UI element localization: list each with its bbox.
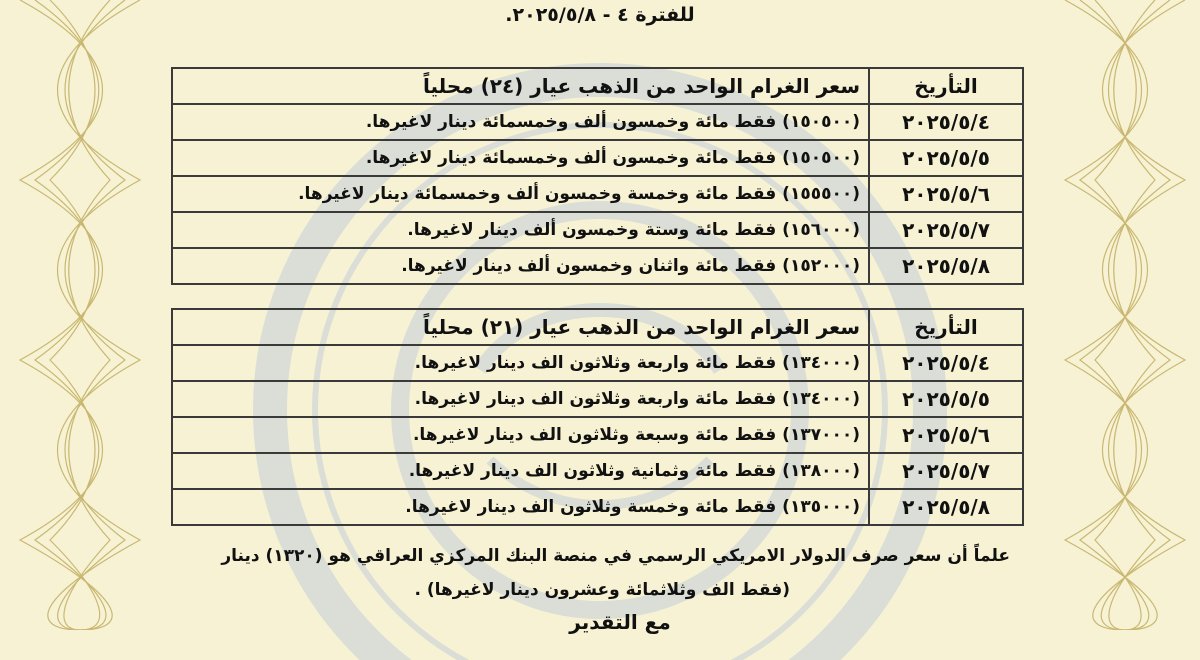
row-price: (١٣٥٠٠٠) فقط مائة وخمسة وثلاثون الف دينار لاغيرها. — [172, 489, 869, 525]
row-date: ٢٠٢٥/٥/٥ — [869, 381, 1023, 417]
price-column-header: سعر الغرام الواحد من الذهب عيار (٢١) محلياً — [172, 309, 869, 345]
guilloche-border-left — [0, 0, 165, 630]
row-date: ٢٠٢٥/٥/٧ — [869, 453, 1023, 489]
row-price: (١٥٠٥٠٠) فقط مائة وخمسون ألف وخمسمائة دينار لاغيرها. — [172, 140, 869, 176]
row-price: (١٥٥٥٠٠) فقط مائة وخمسة وخمسون ألف وخمسمائة دينار لاغيرها. — [172, 176, 869, 212]
row-date: ٢٠٢٥/٥/٥ — [869, 140, 1023, 176]
table-row — [172, 212, 1023, 248]
table-row — [172, 453, 1023, 489]
row-date: ٢٠٢٥/٥/٤ — [869, 345, 1023, 381]
row-price: (١٣٧٠٠٠) فقط مائة وسبعة وثلاثون الف دينار لاغيرها. — [172, 417, 869, 453]
row-price: (١٥٦٠٠٠) فقط مائة وستة وخمسون ألف دينار لاغيرها. — [172, 212, 869, 248]
table-row — [172, 345, 1023, 381]
table-row — [172, 489, 1023, 525]
table-row — [172, 104, 1023, 140]
table-header-row — [172, 309, 1023, 345]
period-line: للفترة ٤ - ٢٠٢٥/٥/٨. — [505, 4, 695, 26]
row-price: (١٣٨٠٠٠) فقط مائة وثمانية وثلاثون الف دينار لاغيرها. — [172, 453, 869, 489]
table-row — [172, 176, 1023, 212]
row-price: (١٥٢٠٠٠) فقط مائة واثنان وخمسون ألف دينار لاغيرها. — [172, 248, 869, 284]
exchange-rate-words-note: (فقط الف وثلاثمائة وعشرون دينار لاغيرها) . — [414, 580, 790, 600]
row-date: ٢٠٢٥/٥/٨ — [869, 248, 1023, 284]
date-column-header: التأريخ — [869, 309, 1023, 345]
price-column-header: سعر الغرام الواحد من الذهب عيار (٢٤) محلياً — [172, 68, 869, 104]
row-date: ٢٠٢٥/٥/٤ — [869, 104, 1023, 140]
row-date: ٢٠٢٥/٥/٦ — [869, 176, 1023, 212]
row-price: (١٣٤٠٠٠) فقط مائة واربعة وثلاثون الف دينار لاغيرها. — [172, 345, 869, 381]
exchange-rate-note: علماً أن سعر صرف الدولار الامريكي الرسمي في منصة البنك المركزي العراقي هو (١٣٢٠) دينار — [221, 546, 1010, 566]
row-date: ٢٠٢٥/٥/٦ — [869, 417, 1023, 453]
table-header-row — [172, 68, 1023, 104]
gold-24k-price-table — [171, 67, 1024, 285]
row-price: (١٥٠٥٠٠) فقط مائة وخمسون ألف وخمسمائة دينار لاغيرها. — [172, 104, 869, 140]
date-column-header: التأريخ — [869, 68, 1023, 104]
table-row — [172, 381, 1023, 417]
row-date: ٢٠٢٥/٥/٨ — [869, 489, 1023, 525]
table-row — [172, 140, 1023, 176]
table-row — [172, 248, 1023, 284]
row-date: ٢٠٢٥/٥/٧ — [869, 212, 1023, 248]
guilloche-border-right — [1050, 0, 1200, 630]
table-row — [172, 417, 1023, 453]
row-price: (١٣٤٠٠٠) فقط مائة واربعة وثلاثون الف دينار لاغيرها. — [172, 381, 869, 417]
closing-regards: مع التقدير — [569, 610, 671, 634]
gold-21k-price-table — [171, 308, 1024, 526]
